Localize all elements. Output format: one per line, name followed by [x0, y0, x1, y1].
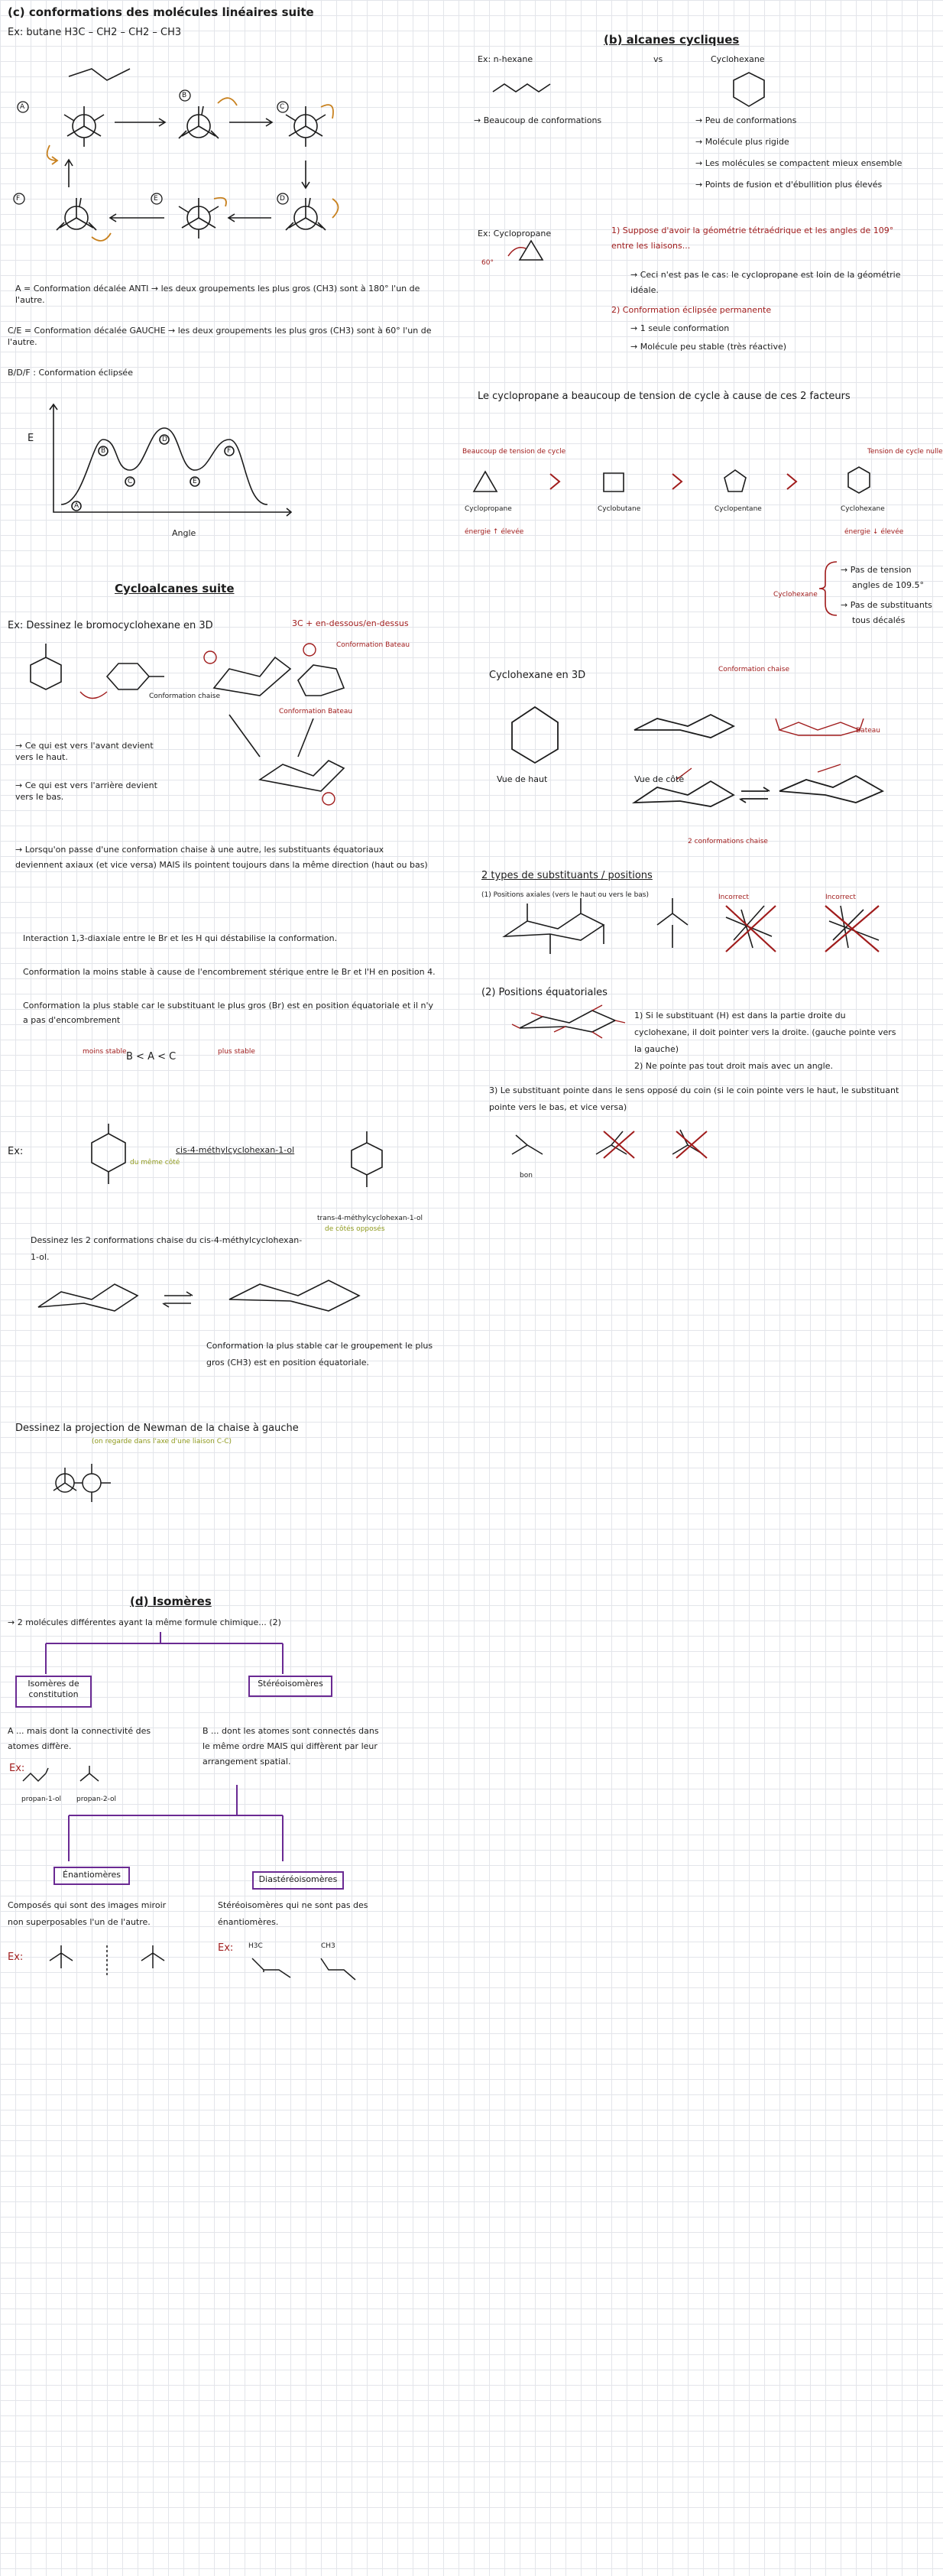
label-circle-a — [204, 651, 216, 663]
ring-series — [459, 462, 902, 501]
graph-label-d: D — [162, 436, 167, 443]
chair-1 — [38, 1284, 138, 1311]
energy-graph — [23, 397, 298, 527]
ch3-label: CH3 — [321, 1942, 335, 1950]
trans-ring — [352, 1143, 382, 1175]
cross-out-4 — [676, 1131, 707, 1158]
greater-than-3 — [787, 474, 796, 489]
trans-alkene — [321, 1958, 355, 1980]
cyclohexane-hexagon — [734, 73, 764, 106]
boat-conformation-label: Bateau — [856, 727, 880, 735]
cyclopropane-point-1b: → Ceci n'est pas le cas: le cyclopropane est loin de la géométrie idéale. — [630, 270, 901, 295]
axial-single-carbon — [657, 898, 688, 948]
energy-low: énergie ↓ élevée — [844, 528, 904, 536]
boat-drawing — [776, 719, 864, 735]
graph-ylabel: E — [28, 433, 34, 444]
chair-flip-arrow — [740, 787, 770, 803]
stereo-tree-branches — [46, 1785, 298, 1869]
cyclohexane-note-1: → Peu de conformations — [695, 115, 797, 125]
anti-definition: A = Conformation décalée ANTI → les deux groupements les plus gros (CH3) sont à 180° l'un de l'autre. — [15, 284, 420, 305]
butane-skeleton — [69, 69, 130, 80]
incorrect-label-2: Incorrect — [825, 894, 856, 901]
cyclobutane-ring — [604, 473, 624, 492]
enantiomer-structures — [42, 1942, 172, 1980]
cis-ring — [92, 1134, 125, 1172]
stereoisomer-description: B ... dont les atomes sont connectés dans le même ordre MAIS qui diffèrent par leur arrangement spatial. — [203, 1726, 379, 1767]
enantiomer-example-label: Ex: — [8, 1951, 24, 1963]
graph-label-c: C — [128, 478, 133, 485]
graph-label-f: F — [227, 447, 232, 455]
conformations-title: (c) conformations des molécules linéaires suite — [8, 5, 314, 19]
newman-label-f: F — [16, 195, 21, 203]
energy-high: énergie ↑ élevée — [465, 528, 524, 536]
trans-note: de côtés opposés — [325, 1225, 385, 1233]
axial-chair — [504, 898, 604, 954]
example-label: Ex: — [8, 1146, 24, 1157]
newman-label-e: E — [154, 195, 158, 203]
diastereoisomer-structures — [237, 1951, 367, 1981]
newman-label-a: A — [20, 103, 25, 111]
propan-1-ol-label: propan-1-ol — [21, 1796, 62, 1803]
angle-60: 60° — [481, 259, 494, 267]
cyclic-alkanes-title: (b) alcanes cycliques — [604, 33, 740, 47]
butane-example: Ex: butane H3C – CH2 – CH2 – CH3 — [8, 27, 182, 38]
equatorial-rule-2: 2) Ne pointe pas tout droit mais avec un angle. — [634, 1061, 833, 1071]
chair-flip-paragraph: → Lorsqu'on passe d'une conformation chaise à une autre, les substituants équatoriaux deviennent axiaux (et vice versa) MAIS ils pointent toujours dans la même direction (haut ou bas) — [15, 845, 428, 870]
stereoisomers-box: Stéréoisomères — [248, 1676, 332, 1697]
side-view-chair — [634, 715, 734, 738]
explanation-c: Conformation la plus stable car le substituant le plus gros (Br) est en position équatoriale et il n'y a pas d'encombrement — [23, 1001, 434, 1025]
newman-prompt: Dessinez la projection de Newman de la chaise à gauche — [15, 1423, 299, 1434]
bullet-forward-up: → Ce qui est vers l'avant devient vers le haut. — [15, 741, 154, 762]
newman-note: (on regarde dans l'axe d'une liaison C-C) — [92, 1438, 232, 1445]
newman-bonds — [53, 1464, 111, 1502]
ring-name-cyclohexane: Cyclohexane — [841, 505, 885, 513]
cyclopropane-example: Ex: Cyclopropane — [478, 229, 552, 238]
cycloalkanes-title: Cycloalcanes suite — [115, 582, 235, 595]
arrow-a-b — [115, 118, 165, 126]
propan-2-ol — [80, 1766, 99, 1781]
chair-a — [214, 657, 290, 696]
two-chairs-label: 2 conformations chaise — [688, 838, 768, 845]
order-more-stable: plus stable — [218, 1048, 255, 1056]
side-view-label: Vue de côté — [634, 774, 685, 784]
cyclopropane-triangle — [504, 237, 550, 268]
equatorial-chair — [512, 1001, 627, 1047]
cis-note: du même côté — [130, 1159, 180, 1166]
propan-1-ol — [23, 1768, 48, 1781]
cyclopropane-point-1: 1) Suppose d'avoir la géométrie tétraédrique et les angles de 109° entre les liaisons... — [611, 225, 894, 251]
chair-c — [260, 761, 344, 791]
boat-label-top: Conformation Bateau — [336, 641, 410, 649]
cyclopropane-point-2: 2) Conformation éclipsée permanente — [611, 305, 772, 315]
newman-f — [57, 198, 96, 230]
two-chair-conformations — [31, 1269, 382, 1330]
arrow-f-a — [65, 160, 73, 187]
good-label: bon — [520, 1172, 533, 1179]
newman-a — [64, 106, 104, 147]
graph-label-b: B — [101, 447, 106, 455]
newman-label-b: B — [182, 92, 187, 99]
butane-newman-cycle — [8, 46, 436, 260]
stability-order: B < A < C — [126, 1051, 177, 1063]
rotation-arrow — [218, 98, 237, 105]
cyclohexane-2d — [31, 657, 61, 689]
boat-label: Conformation Bateau — [279, 708, 353, 715]
isomers-intro: → 2 molécules différentes ayant la même formule chimique... (2) — [8, 1617, 281, 1627]
trans-molecule-name: trans-4-méthylcyclohexan-1-ol — [317, 1215, 423, 1222]
newman-e — [179, 198, 219, 238]
cyclopropane-ring — [474, 472, 497, 492]
conversion-arrow — [80, 692, 107, 699]
incorrect-label-1: Incorrect — [718, 894, 749, 901]
equatorial-positions: (2) Positions équatoriales — [481, 987, 608, 998]
label-circle-c — [322, 793, 335, 805]
cyclopropane-point-2a: → 1 seule conformation — [630, 323, 730, 333]
diastereoisomers-box: Diastéréoisomères — [252, 1871, 344, 1890]
axial-positions: (1) Positions axiales (vers le haut ou vers le bas) — [481, 891, 649, 899]
conversion-arrows — [229, 715, 313, 757]
graph-xlabel: Angle — [172, 528, 196, 538]
methylcyclohexanol-structures — [69, 1120, 390, 1212]
arrow-b-c — [229, 118, 272, 126]
arrow-d-e — [228, 214, 271, 222]
explanation-a: Interaction 1,3-diaxiale entre le Br et les H qui déstabilise la conformation. — [23, 933, 338, 943]
cyclohexane-label-top: Cyclohexane — [711, 54, 765, 64]
note-3c: 3C + en-dessous/en-dessus — [292, 618, 409, 628]
bromocyclohexane-prompt: Ex: Dessinez le bromocyclohexane en 3D — [8, 620, 213, 631]
equatorial-rule-3: 3) Le substituant pointe dans le sens opposé du coin (si le coin pointe vers le haut, le substituant pointe vers le bas, et vice versa) — [489, 1085, 899, 1112]
versus-label: vs — [653, 54, 663, 64]
chair-conformation-label: Conformation chaise — [718, 666, 789, 673]
ring-name-cyclopentane: Cyclopentane — [715, 505, 762, 513]
greater-than-1 — [550, 474, 559, 489]
graph-label-e: E — [193, 478, 197, 485]
rotation-arrow — [92, 233, 111, 241]
gauche-definition: C/E = Conformation décalée GAUCHE → les deux groupements les plus gros (CH3) sont à 60° l'un de l'autre. — [8, 326, 432, 347]
chair-label: Conformation chaise — [149, 693, 220, 700]
cyclohexane-perspective — [107, 663, 149, 689]
constitutional-isomers-box: Isomères de constitution — [15, 1676, 92, 1708]
equatorial-examples — [504, 1124, 734, 1170]
order-less-stable: moins stable — [83, 1048, 127, 1056]
high-tension-label: Beaucoup de tension de cycle — [462, 448, 566, 456]
rotation-arrow — [332, 199, 339, 218]
cis-alkene — [252, 1958, 290, 1977]
cyclohexane-property-2b: tous décalés — [852, 615, 906, 625]
constitutional-description: A ... mais dont la connectivité des atomes diffère. — [8, 1726, 151, 1751]
equatorial-rule-1: 1) Si le substituant (H) est dans la partie droite du cyclohexane, il doit pointer vers la droite. (gauche pointe vers la gauche) — [634, 1011, 896, 1054]
chair-highlights — [676, 764, 841, 780]
newman-label-c: C — [280, 103, 285, 111]
example-good — [512, 1135, 543, 1154]
cyclohexane-property-1: → Pas de tension — [841, 565, 912, 575]
cyclohexane-note-3: → Les molécules se compactent mieux ensemble — [695, 158, 902, 168]
newman-b — [179, 106, 219, 138]
diastereoisomer-example-label: Ex: — [218, 1942, 234, 1954]
no-tension-label: Tension de cycle nulle — [867, 448, 943, 456]
cyclohexane-ring — [848, 467, 870, 493]
label-circle-b — [303, 644, 316, 656]
newman-c — [286, 106, 326, 147]
explanation-b: Conformation la moins stable à cause de l'encombrement stérique entre le Br et l'H en position 4. — [23, 967, 436, 977]
axial-drawings — [489, 894, 902, 963]
arrow-e-f — [110, 214, 164, 222]
n-hexane-label: Ex: n-hexane — [478, 54, 533, 64]
equilibrium-arrow — [163, 1292, 193, 1307]
top-view-hexagon — [512, 707, 558, 763]
cyclohexane-brace-label: Cyclohexane — [773, 591, 818, 599]
cis-molecule-name: cis-4-méthylcyclohexan-1-ol — [176, 1145, 295, 1155]
draw-two-chairs-prompt: Dessinez les 2 conformations chaise du cis-4-méthylcyclohexan-1-ol. — [31, 1235, 303, 1262]
most-stable-note: Conformation la plus stable car le groupement le plus gros (CH3) est en position équatoriale. — [206, 1341, 433, 1367]
enantiomer-description: Composés qui sont des images miroir non superposables l'un de l'autre. — [8, 1900, 167, 1927]
greater-than-2 — [672, 474, 682, 489]
enantiomers-box: Énantiomères — [53, 1867, 130, 1885]
cyclohexane-property-2: → Pas de substituants — [841, 600, 932, 610]
cyclohexane-property-1b: angles de 109.5° — [852, 580, 924, 590]
cyclohexane-note-4: → Points de fusion et d'ébullition plus élevés — [695, 180, 883, 190]
cyclohexane-note-2: → Molécule plus rigide — [695, 137, 789, 147]
enantiomer-2 — [141, 1945, 164, 1968]
hexane-note: → Beaucoup de conformations — [474, 115, 602, 125]
graph-arrowheads — [50, 404, 291, 516]
newman-double-projection — [42, 1456, 118, 1517]
cyclohexane-3d-views — [504, 688, 902, 841]
cyclopentane-ring — [724, 470, 746, 492]
chair-2 — [229, 1280, 359, 1311]
brace-cyclohexane — [818, 558, 841, 619]
cyclohexane-3d-title: Cyclohexane en 3D — [489, 670, 586, 681]
ring-name-cyclopropane: Cyclopropane — [465, 505, 512, 513]
newman-label-d: D — [280, 195, 285, 203]
hexane-vs-cyclohexane — [489, 73, 779, 111]
propan-2-ol-label: propan-2-ol — [76, 1796, 117, 1803]
rotation-arrow — [214, 198, 226, 206]
cyclopropane-point-2b: → Molécule peu stable (très réactive) — [630, 342, 787, 352]
cross-out-2 — [825, 906, 879, 952]
h3c-label: H3C — [248, 1942, 263, 1950]
diastereoisomer-description: Stéréoisomères qui ne sont pas des énantiomères. — [218, 1900, 368, 1927]
arrow-c-d — [302, 161, 309, 188]
enantiomer-1 — [50, 1945, 73, 1968]
n-hexane-zigzag — [493, 84, 550, 92]
ring-tension-statement: Le cyclopropane a beaucoup de tension de cycle à cause de ces 2 facteurs — [478, 391, 851, 402]
chair-right — [779, 776, 883, 803]
eclipsed-definition: B/D/F : Conformation éclipsée — [8, 368, 133, 378]
newman-d — [286, 198, 326, 230]
constitutional-example-label: Ex: — [9, 1763, 25, 1774]
bullet-back-down: → Ce qui est vers l'arrière devient vers le bas. — [15, 780, 157, 802]
boat-b — [298, 665, 344, 696]
isomers-title: (d) Isomères — [130, 1595, 212, 1608]
rotation-arrow — [47, 145, 57, 164]
ring-name-cyclobutane: Cyclobutane — [598, 505, 641, 513]
cross-out-1 — [726, 906, 776, 952]
graph-label-a: A — [74, 502, 79, 510]
positions-title: 2 types de substituants / positions — [481, 870, 653, 881]
isomer-tree-branches — [46, 1632, 290, 1678]
top-view-label: Vue de haut — [497, 774, 548, 784]
